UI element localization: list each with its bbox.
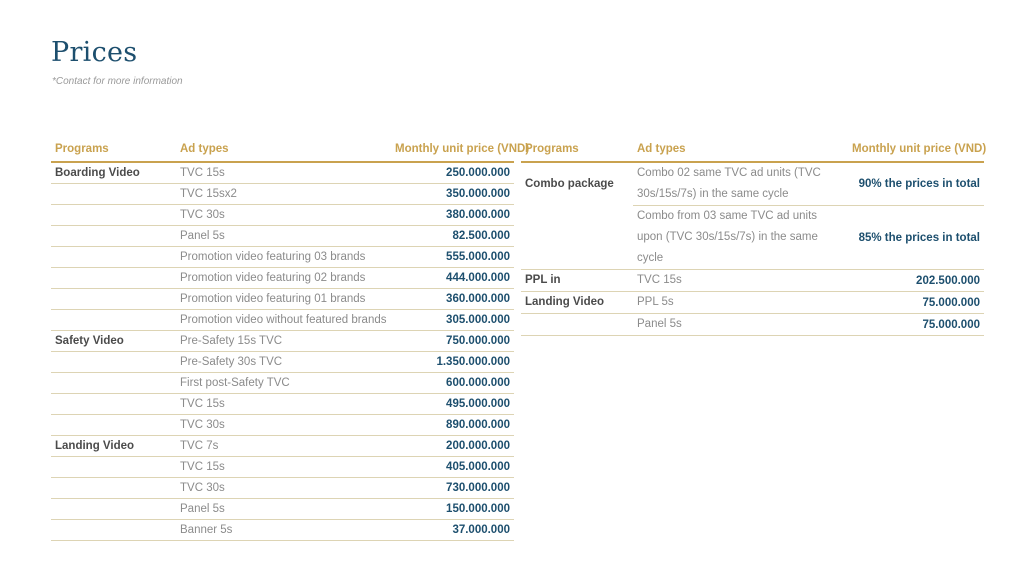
program-cell: [51, 268, 176, 289]
table-row: [51, 184, 514, 205]
price-cell: 75.000.000: [848, 314, 984, 336]
price-cell: 350.000.000: [391, 184, 514, 205]
program-cell: [51, 394, 176, 415]
program-cell: Combo package: [525, 177, 614, 190]
table-row: [51, 499, 514, 520]
program-cell: [51, 478, 176, 499]
table-row: [51, 310, 514, 331]
price-cell: 250.000.000: [391, 162, 514, 184]
table-row: [521, 206, 984, 270]
program-cell: [51, 226, 176, 247]
table-row: [521, 292, 984, 314]
ad-type-cell: First post-Safety TVC: [176, 373, 391, 394]
table-row: [521, 162, 984, 206]
ad-type-cell: Promotion video without featured brands: [176, 310, 391, 331]
ad-type-cell: TVC 15s: [176, 394, 391, 415]
program-cell: [51, 352, 176, 373]
program-cell: [51, 247, 176, 268]
column-header-ad-types: Ad types: [633, 137, 848, 162]
ad-type-cell: Combo 02 same TVC ad units (TVC 30s/15s/7s) in the same cycle: [633, 162, 848, 206]
price-cell: 305.000.000: [391, 310, 514, 331]
program-cell: Safety Video: [51, 331, 176, 352]
price-cell: 444.000.000: [391, 268, 514, 289]
ad-type-cell: TVC 15s: [176, 162, 391, 184]
table-row: [521, 270, 984, 292]
ad-type-cell: Combo from 03 same TVC ad units upon (TVC 30s/15s/7s) in the same cycle: [633, 206, 848, 270]
program-cell: Landing Video: [51, 436, 176, 457]
ad-type-cell: Panel 5s: [176, 226, 391, 247]
table-row: [51, 268, 514, 289]
table-header-row: [521, 137, 984, 162]
program-cell: [521, 206, 633, 270]
left-price-table: [51, 137, 530, 541]
price-cell: 200.000.000: [391, 436, 514, 457]
price-cell: 600.000.000: [391, 373, 514, 394]
ad-type-cell: Panel 5s: [176, 499, 391, 520]
table-row: [51, 205, 514, 226]
table-row: [521, 314, 984, 336]
program-cell: [51, 415, 176, 436]
price-cell: 405.000.000: [391, 457, 514, 478]
table-row: [51, 415, 514, 436]
table-row: [51, 247, 514, 268]
price-cell: 380.000.000: [391, 205, 514, 226]
price-cell: 360.000.000: [391, 289, 514, 310]
ad-type-cell: TVC 7s: [176, 436, 391, 457]
ad-type-cell: TVC 30s: [176, 478, 391, 499]
table-header-row: [51, 137, 514, 162]
table-row: [51, 226, 514, 247]
price-cell: 202.500.000: [848, 270, 984, 292]
table-row: [51, 162, 514, 184]
program-cell: [51, 184, 176, 205]
column-header-programs: Programs: [51, 137, 176, 162]
price-cell: 85% the prices in total: [848, 206, 984, 270]
ad-type-cell: TVC 15s: [633, 270, 848, 292]
program-cell: [51, 310, 176, 331]
ad-type-cell: TVC 15sx2: [176, 184, 391, 205]
program-cell: [51, 520, 176, 541]
table-row: [51, 520, 514, 541]
table-row: [51, 436, 514, 457]
price-cell: 730.000.000: [391, 478, 514, 499]
program-cell: [51, 373, 176, 394]
price-cell: 1.350.000.000: [391, 352, 514, 373]
ad-type-cell: Promotion video featuring 03 brands: [176, 247, 391, 268]
column-header-price: Monthly unit price (VND): [391, 137, 514, 162]
ad-type-cell: TVC 30s: [176, 205, 391, 226]
ad-type-cell: Promotion video featuring 02 brands: [176, 268, 391, 289]
ad-type-cell: Promotion video featuring 01 brands: [176, 289, 391, 310]
program-cell: PPL in: [521, 270, 633, 292]
price-cell: 90% the prices in total: [848, 162, 984, 206]
ad-type-cell: TVC 30s: [176, 415, 391, 436]
right-price-table: [521, 137, 987, 336]
price-cell: 37.000.000: [391, 520, 514, 541]
ad-type-cell: Pre-Safety 30s TVC: [176, 352, 391, 373]
program-cell: [521, 314, 633, 336]
program-cell: [51, 289, 176, 310]
column-header-price: Monthly unit price (VND): [848, 137, 984, 162]
table-row: [51, 373, 514, 394]
page-subtitle: *Contact for more information: [52, 76, 183, 87]
table-row: [51, 352, 514, 373]
program-cell: Landing Video: [521, 292, 633, 314]
table-row: [51, 331, 514, 352]
table-row: [51, 289, 514, 310]
price-cell: 750.000.000: [391, 331, 514, 352]
price-cell: 150.000.000: [391, 499, 514, 520]
table-row: [51, 457, 514, 478]
column-header-ad-types: Ad types: [176, 137, 391, 162]
price-cell: 495.000.000: [391, 394, 514, 415]
ad-type-cell: Banner 5s: [176, 520, 391, 541]
program-cell: Boarding Video: [51, 162, 176, 184]
price-cell: 555.000.000: [391, 247, 514, 268]
ad-type-cell: TVC 15s: [176, 457, 391, 478]
ad-type-cell: PPL 5s: [633, 292, 848, 314]
column-header-programs: Programs: [521, 137, 633, 162]
program-cell: [51, 457, 176, 478]
page-title: Prices: [51, 37, 138, 68]
price-cell: 75.000.000: [848, 292, 984, 314]
price-cell: 890.000.000: [391, 415, 514, 436]
program-cell: [51, 499, 176, 520]
program-cell: [51, 205, 176, 226]
table-row: [51, 394, 514, 415]
ad-type-cell: Panel 5s: [633, 314, 848, 336]
price-cell: 82.500.000: [391, 226, 514, 247]
table-row: [51, 478, 514, 499]
ad-type-cell: Pre-Safety 15s TVC: [176, 331, 391, 352]
